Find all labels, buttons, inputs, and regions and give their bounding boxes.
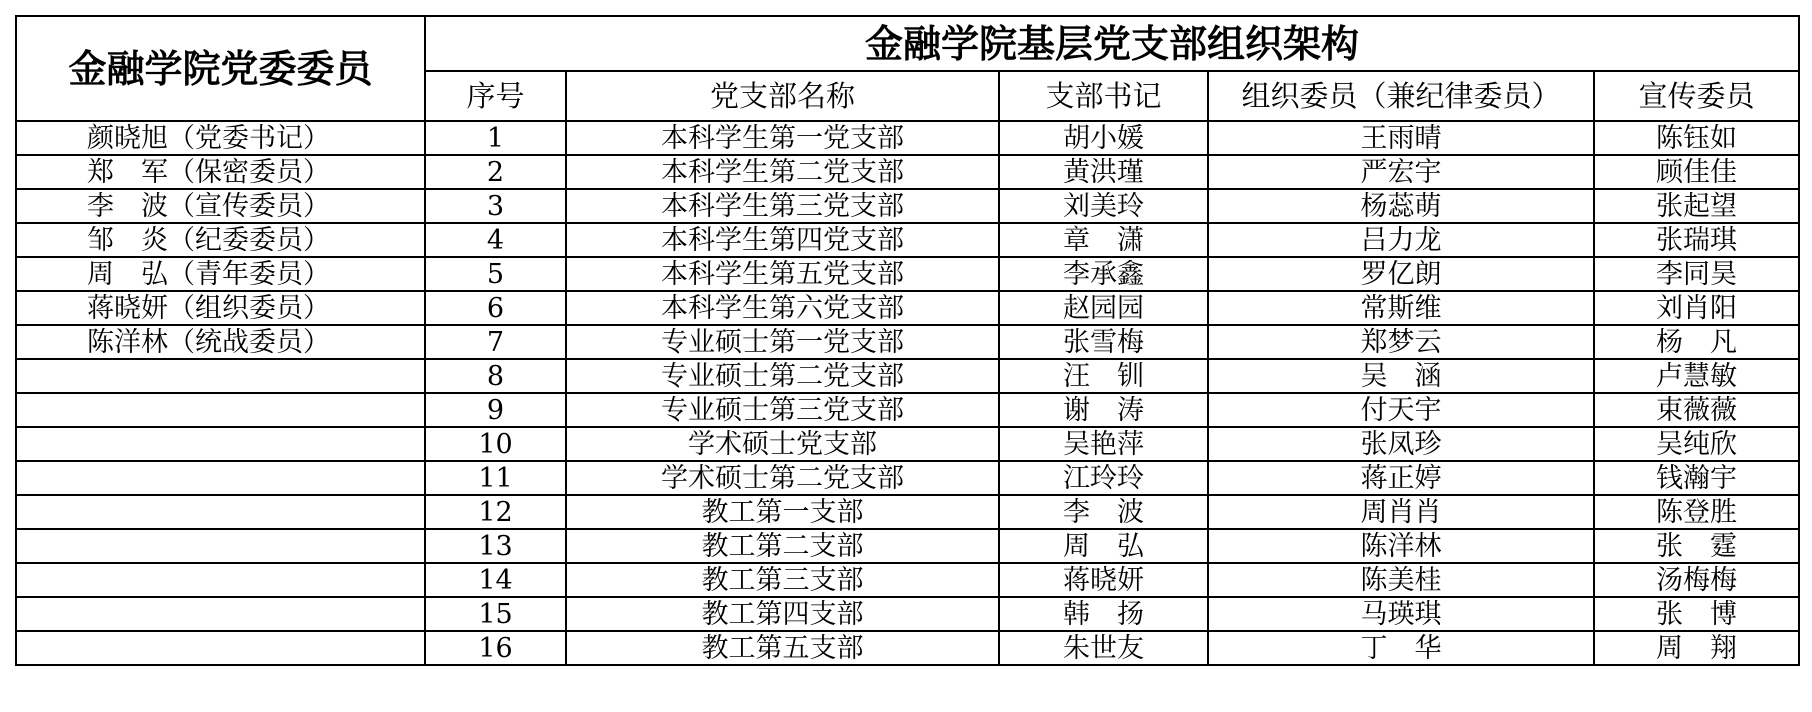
branch-publicity: 汤梅梅	[1594, 563, 1799, 597]
row-no: 15	[425, 597, 566, 631]
row-no: 8	[425, 359, 566, 393]
branch-name: 教工第五支部	[566, 631, 999, 665]
branch-publicity: 李同昊	[1594, 257, 1799, 291]
structure-title: 金融学院基层党支部组织架构	[425, 16, 1799, 71]
committee-member	[16, 359, 425, 393]
branch-name: 学术硕士党支部	[566, 427, 999, 461]
branch-organizer: 周肖肖	[1208, 495, 1594, 529]
committee-member: 陈洋林（统战委员）	[16, 325, 425, 359]
committee-member	[16, 393, 425, 427]
branch-secretary: 谢 涛	[999, 393, 1208, 427]
branch-publicity: 束薇薇	[1594, 393, 1799, 427]
branch-name: 专业硕士第一党支部	[566, 325, 999, 359]
branch-name: 本科学生第二党支部	[566, 155, 999, 189]
org-structure-table	[15, 15, 1800, 666]
table-row	[16, 461, 1799, 495]
branch-organizer: 罗亿朗	[1208, 257, 1594, 291]
row-no: 9	[425, 393, 566, 427]
committee-member: 周 弘（青年委员）	[16, 257, 425, 291]
branch-name: 本科学生第三党支部	[566, 189, 999, 223]
committee-member	[16, 495, 425, 529]
header-no: 序号	[425, 71, 566, 121]
branch-secretary: 韩 扬	[999, 597, 1208, 631]
row-no: 7	[425, 325, 566, 359]
table-row	[16, 631, 1799, 665]
branch-organizer: 蒋正婷	[1208, 461, 1594, 495]
branch-organizer: 张凤珍	[1208, 427, 1594, 461]
committee-member	[16, 427, 425, 461]
branch-organizer: 陈洋林	[1208, 529, 1594, 563]
row-no: 13	[425, 529, 566, 563]
table-row	[16, 359, 1799, 393]
committee-member	[16, 597, 425, 631]
branch-name: 本科学生第一党支部	[566, 121, 999, 155]
table-row	[16, 223, 1799, 257]
branch-organizer: 陈美桂	[1208, 563, 1594, 597]
branch-secretary: 汪 钏	[999, 359, 1208, 393]
branch-secretary: 朱世友	[999, 631, 1208, 665]
committee-member	[16, 631, 425, 665]
branch-secretary: 章 潇	[999, 223, 1208, 257]
branch-secretary: 李 波	[999, 495, 1208, 529]
row-no: 14	[425, 563, 566, 597]
branch-publicity: 吴纯欣	[1594, 427, 1799, 461]
row-no: 5	[425, 257, 566, 291]
branch-secretary: 刘美玲	[999, 189, 1208, 223]
table-row	[16, 563, 1799, 597]
branch-publicity: 陈登胜	[1594, 495, 1799, 529]
row-no: 11	[425, 461, 566, 495]
row-no: 2	[425, 155, 566, 189]
branch-publicity: 张 博	[1594, 597, 1799, 631]
branch-name: 教工第三支部	[566, 563, 999, 597]
branch-name: 专业硕士第三党支部	[566, 393, 999, 427]
branch-organizer: 马瑛琪	[1208, 597, 1594, 631]
branch-organizer: 郑梦云	[1208, 325, 1594, 359]
branch-name: 学术硕士第二党支部	[566, 461, 999, 495]
table-row	[16, 529, 1799, 563]
committee-member	[16, 461, 425, 495]
branch-organizer: 常斯维	[1208, 291, 1594, 325]
table-row	[16, 325, 1799, 359]
row-no: 4	[425, 223, 566, 257]
branch-name: 本科学生第六党支部	[566, 291, 999, 325]
table-row	[16, 189, 1799, 223]
branch-secretary: 江玲玲	[999, 461, 1208, 495]
branch-organizer: 吴 涵	[1208, 359, 1594, 393]
branch-publicity: 钱瀚宇	[1594, 461, 1799, 495]
branch-organizer: 王雨晴	[1208, 121, 1594, 155]
branch-publicity: 张 霆	[1594, 529, 1799, 563]
branch-organizer: 付天宇	[1208, 393, 1594, 427]
row-no: 10	[425, 427, 566, 461]
table-row	[16, 427, 1799, 461]
row-no: 16	[425, 631, 566, 665]
branch-secretary: 李承鑫	[999, 257, 1208, 291]
branch-publicity: 陈钰如	[1594, 121, 1799, 155]
branch-organizer: 杨蕊萌	[1208, 189, 1594, 223]
committee-member: 邹 炎（纪委委员）	[16, 223, 425, 257]
branch-name: 本科学生第五党支部	[566, 257, 999, 291]
committee-member: 郑 军（保密委员）	[16, 155, 425, 189]
table-row	[16, 155, 1799, 189]
header-publicity: 宣传委员	[1594, 71, 1799, 121]
branch-secretary: 黄洪瑾	[999, 155, 1208, 189]
table-row	[16, 257, 1799, 291]
branch-name: 教工第一支部	[566, 495, 999, 529]
header-secretary: 支部书记	[999, 71, 1208, 121]
branch-name: 教工第二支部	[566, 529, 999, 563]
branch-publicity: 卢慧敏	[1594, 359, 1799, 393]
branch-secretary: 周 弘	[999, 529, 1208, 563]
branch-secretary: 蒋晓妍	[999, 563, 1208, 597]
table-row	[16, 291, 1799, 325]
branch-secretary: 胡小媛	[999, 121, 1208, 155]
header-organizer: 组织委员（兼纪律委员）	[1208, 71, 1594, 121]
branch-publicity: 顾佳佳	[1594, 155, 1799, 189]
branch-publicity: 周 翔	[1594, 631, 1799, 665]
committee-member: 蒋晓妍（组织委员）	[16, 291, 425, 325]
committee-member: 李 波（宣传委员）	[16, 189, 425, 223]
branch-publicity: 刘肖阳	[1594, 291, 1799, 325]
table-row	[16, 393, 1799, 427]
row-no: 3	[425, 189, 566, 223]
branch-secretary: 赵园园	[999, 291, 1208, 325]
branch-secretary: 张雪梅	[999, 325, 1208, 359]
branch-name: 专业硕士第二党支部	[566, 359, 999, 393]
branch-organizer: 丁 华	[1208, 631, 1594, 665]
committee-member	[16, 563, 425, 597]
committee-member	[16, 529, 425, 563]
row-no: 12	[425, 495, 566, 529]
table-row	[16, 495, 1799, 529]
row-no: 1	[425, 121, 566, 155]
header-branch-name: 党支部名称	[566, 71, 999, 121]
row-no: 6	[425, 291, 566, 325]
branch-publicity: 张瑞琪	[1594, 223, 1799, 257]
table-row	[16, 597, 1799, 631]
committee-member: 颜晓旭（党委书记）	[16, 121, 425, 155]
branch-secretary: 吴艳萍	[999, 427, 1208, 461]
branch-name: 教工第四支部	[566, 597, 999, 631]
committee-title: 金融学院党委委员	[16, 16, 425, 121]
branch-publicity: 张起望	[1594, 189, 1799, 223]
title-row	[16, 16, 1799, 71]
branch-organizer: 吕力龙	[1208, 223, 1594, 257]
branch-name: 本科学生第四党支部	[566, 223, 999, 257]
table-row	[16, 121, 1799, 155]
branch-organizer: 严宏宇	[1208, 155, 1594, 189]
branch-publicity: 杨 凡	[1594, 325, 1799, 359]
